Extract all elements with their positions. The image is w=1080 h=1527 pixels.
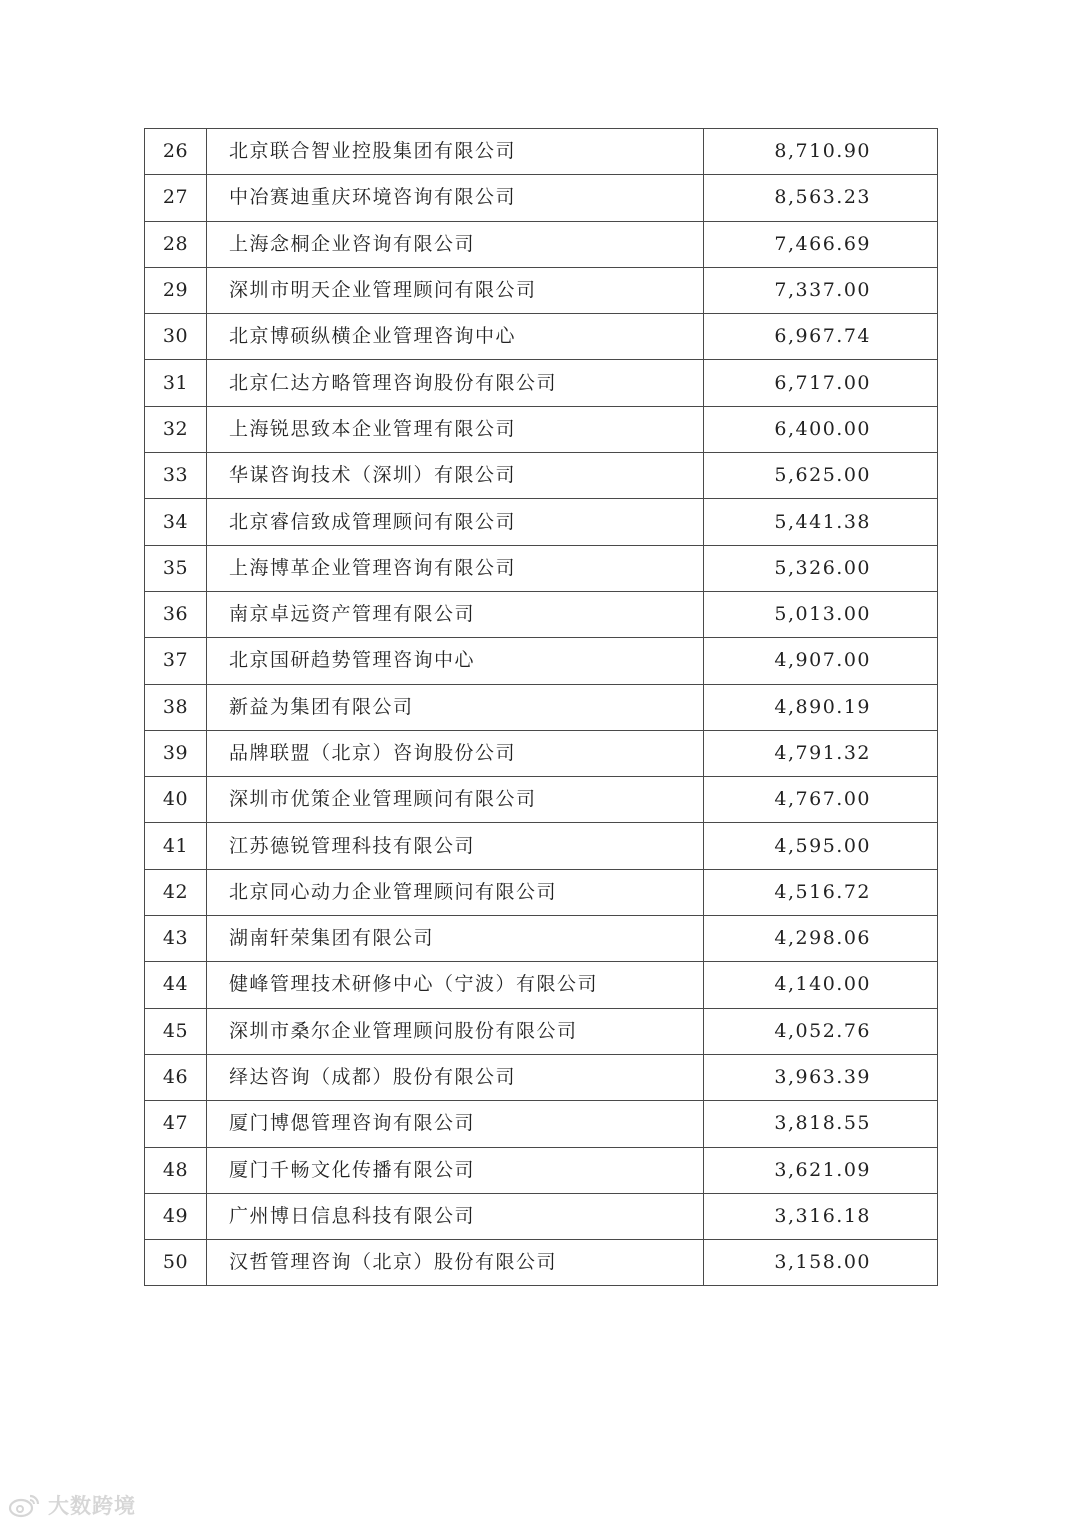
rank-cell: 42 [145,869,207,915]
company-name-cell: 上海博革企业管理咨询有限公司 [207,545,704,591]
company-name-cell: 中冶赛迪重庆环境咨询有限公司 [207,175,704,221]
company-name-cell: 北京同心动力企业管理顾问有限公司 [207,869,704,915]
value-cell: 5,326.00 [704,545,938,591]
rank-cell: 33 [145,453,207,499]
value-cell: 4,595.00 [704,823,938,869]
table-row [145,129,938,175]
company-name-cell: 北京仁达方略管理咨询股份有限公司 [207,360,704,406]
rank-cell: 39 [145,730,207,776]
rank-cell: 43 [145,916,207,962]
company-name-cell: 厦门博偲管理咨询有限公司 [207,1101,704,1147]
value-cell: 6,400.00 [704,406,938,452]
company-name-cell: 健峰管理技术研修中心（宁波）有限公司 [207,962,704,1008]
value-cell: 3,158.00 [704,1240,938,1286]
company-name-cell: 北京博硕纵横企业管理咨询中心 [207,314,704,360]
table-row [145,267,938,313]
value-cell: 4,298.06 [704,916,938,962]
value-cell: 3,963.39 [704,1054,938,1100]
table-row [145,1101,938,1147]
company-name-cell: 深圳市桑尔企业管理顾问股份有限公司 [207,1008,704,1054]
rank-cell: 44 [145,962,207,1008]
table-row [145,916,938,962]
company-name-cell: 北京联合智业控股集团有限公司 [207,129,704,175]
table-row [145,175,938,221]
value-cell: 7,466.69 [704,221,938,267]
table-row [145,730,938,776]
table-row [145,499,938,545]
company-name-cell: 广州博日信息科技有限公司 [207,1193,704,1239]
rank-cell: 47 [145,1101,207,1147]
table-row [145,962,938,1008]
watermark [8,1490,136,1520]
table-row [145,453,938,499]
value-cell: 3,818.55 [704,1101,938,1147]
company-name-cell: 深圳市优策企业管理顾问有限公司 [207,777,704,823]
table-row [145,823,938,869]
table-row [145,638,938,684]
rank-cell: 26 [145,129,207,175]
table-row [145,1054,938,1100]
table-row [145,1008,938,1054]
ranking-table-body [145,129,938,1286]
company-name-cell: 北京睿信致成管理顾问有限公司 [207,499,704,545]
company-name-cell: 上海锐思致本企业管理有限公司 [207,406,704,452]
rank-cell: 37 [145,638,207,684]
rank-cell: 30 [145,314,207,360]
table-row [145,406,938,452]
value-cell: 5,441.38 [704,499,938,545]
value-cell: 6,717.00 [704,360,938,406]
company-name-cell: 汉哲管理咨询（北京）股份有限公司 [207,1240,704,1286]
watermark-text: 大数跨境 [48,1494,136,1518]
value-cell: 6,967.74 [704,314,938,360]
value-cell: 4,140.00 [704,962,938,1008]
rank-cell: 31 [145,360,207,406]
table-row [145,684,938,730]
ranking-table [144,128,938,1286]
company-name-cell: 江苏德锐管理科技有限公司 [207,823,704,869]
rank-cell: 27 [145,175,207,221]
table-row [145,221,938,267]
company-name-cell: 深圳市明天企业管理顾问有限公司 [207,267,704,313]
value-cell: 8,710.90 [704,129,938,175]
value-cell: 4,791.32 [704,730,938,776]
table-row [145,545,938,591]
rank-cell: 45 [145,1008,207,1054]
company-name-cell: 上海念桐企业咨询有限公司 [207,221,704,267]
rank-cell: 46 [145,1054,207,1100]
company-name-cell: 绎达咨询（成都）股份有限公司 [207,1054,704,1100]
value-cell: 4,516.72 [704,869,938,915]
value-cell: 8,563.23 [704,175,938,221]
value-cell: 7,337.00 [704,267,938,313]
table-row [145,314,938,360]
value-cell: 5,013.00 [704,591,938,637]
company-name-cell: 南京卓远资产管理有限公司 [207,591,704,637]
rank-cell: 34 [145,499,207,545]
table-row [145,1240,938,1286]
value-cell: 5,625.00 [704,453,938,499]
table-row [145,1147,938,1193]
rank-cell: 48 [145,1147,207,1193]
rank-cell: 40 [145,777,207,823]
rank-cell: 41 [145,823,207,869]
value-cell: 3,621.09 [704,1147,938,1193]
value-cell: 4,907.00 [704,638,938,684]
value-cell: 4,767.00 [704,777,938,823]
company-name-cell: 北京国研趋势管理咨询中心 [207,638,704,684]
table-row [145,869,938,915]
table-row [145,777,938,823]
company-name-cell: 新益为集团有限公司 [207,684,704,730]
rank-cell: 36 [145,591,207,637]
rank-cell: 35 [145,545,207,591]
company-name-cell: 湖南轩荣集团有限公司 [207,916,704,962]
table-row [145,591,938,637]
value-cell: 3,316.18 [704,1193,938,1239]
weibo-logo-icon [8,1492,42,1518]
table-row [145,360,938,406]
company-name-cell: 华谋咨询技术（深圳）有限公司 [207,453,704,499]
rank-cell: 38 [145,684,207,730]
company-name-cell: 品牌联盟（北京）咨询股份公司 [207,730,704,776]
rank-cell: 28 [145,221,207,267]
rank-cell: 50 [145,1240,207,1286]
value-cell: 4,890.19 [704,684,938,730]
value-cell: 4,052.76 [704,1008,938,1054]
rank-cell: 29 [145,267,207,313]
table-row [145,1193,938,1239]
rank-cell: 49 [145,1193,207,1239]
rank-cell: 32 [145,406,207,452]
company-name-cell: 厦门千畅文化传播有限公司 [207,1147,704,1193]
